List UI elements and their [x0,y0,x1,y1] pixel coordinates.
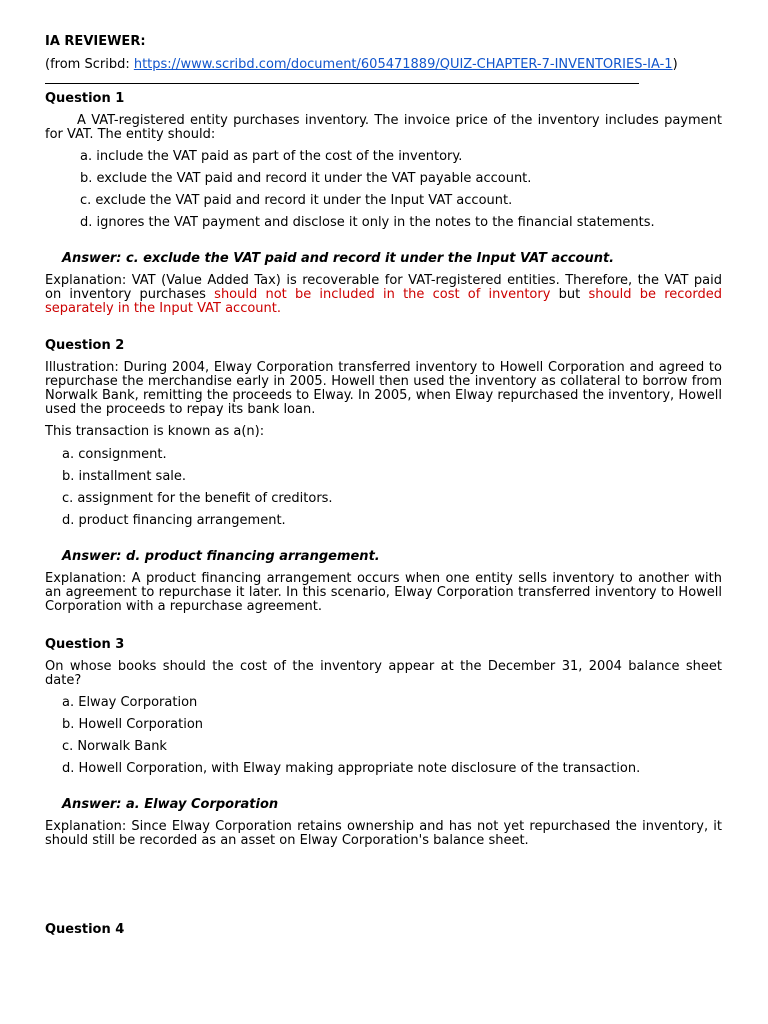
question-1-option-c: c. exclude the VAT paid and record it under the Input VAT account. [80,193,513,208]
question-3-prompt: On whose books should the cost of the inventory appear at the December 31, 2004 balance sheet date? [45,659,722,688]
question-1-explanation [45,274,722,316]
question-3-option-a: a. Elway Corporation [62,695,198,710]
question-1-explanation-highlight-1: should not be included in the cost of inventory [214,287,551,302]
question-2-answer: Answer: d. product financing arrangement. [62,549,380,564]
source-suffix: ) [672,57,678,72]
question-2-heading: Question 2 [45,338,125,353]
question-1-options [45,149,722,231]
question-3-option-c: c. Norwalk Bank [62,739,167,754]
question-1-answer: Answer: c. exclude the VAT paid and record it under the Input VAT account. [62,251,615,266]
horizontal-rule [45,73,639,84]
question-2-prompt: This transaction is known as a(n): [45,424,265,439]
question-1-option-a: a. include the VAT paid as part of the cost of the inventory. [80,149,463,164]
question-1-heading: Question 1 [45,91,125,106]
question-2-option-a: a. consignment. [62,447,167,462]
question-3-explanation: Explanation: Since Elway Corporation retains ownership and has not yet repurchased the inventory, it should still be recorded as an asset on Elway Corporation's balance sheet. [45,819,722,848]
question-2-option-c: c. assignment for the benefit of creditors. [62,491,333,506]
question-4-heading: Question 4 [45,922,125,937]
question-2-explanation: Explanation: A product financing arrangement occurs when one entity sells inventory to another with an agreement to repurchase it later. In this scenario, Elway Corporation transferred inventory to Howell Corporation with a repurchase agreement. [45,571,722,614]
source-link[interactable]: https://www.scribd.com/document/605471889/QUIZ-CHAPTER-7-INVENTORIES-IA-1 [133,57,673,72]
question-2-option-d: d. product financing arrangement. [62,513,286,528]
source-line [45,57,722,73]
question-3-option-b: b. Howell Corporation [62,717,204,732]
question-2-illustration: Illustration: During 2004, Elway Corporation transferred inventory to Howell Corporation and agreed to repurchase the merchandise early in 2005. Howell then used the inventory as collateral to borrow from Norwalk Bank, remitting the proceeds to Elway. In 2005, when Elway repurchased the inventory, Howell used the proceeds to repay its bank loan. [45,360,722,417]
document-title: IA REVIEWER: [45,34,146,49]
document-page [45,34,722,938]
question-1-explanation-text-2: but [550,287,589,302]
question-3-heading: Question 3 [45,637,125,652]
question-2-options [45,447,722,529]
question-1-explanation-highlight-2: should be recorded separately in the Input VAT account. [45,287,722,316]
question-3-answer: Answer: a. Elway Corporation [62,797,279,812]
question-1-option-d: d. ignores the VAT payment and disclose it only in the notes to the financial statements. [80,215,655,230]
question-1-explanation-text-1: Explanation: VAT (Value Added Tax) is recoverable for VAT-registered entities. Therefore, the VAT paid on inventory purchases [45,273,722,302]
question-3-option-d: d. Howell Corporation, with Elway making appropriate note disclosure of the transaction. [62,761,641,776]
source-prefix: (from Scribd: [45,57,134,72]
question-1-option-b: b. exclude the VAT paid and record it under the VAT payable account. [80,171,532,186]
question-3-options [45,695,722,777]
question-1-prompt: A VAT-registered entity purchases inventory. The invoice price of the inventory includes payment for VAT. The entity should: [45,113,722,142]
question-2-option-b: b. installment sale. [62,469,187,484]
